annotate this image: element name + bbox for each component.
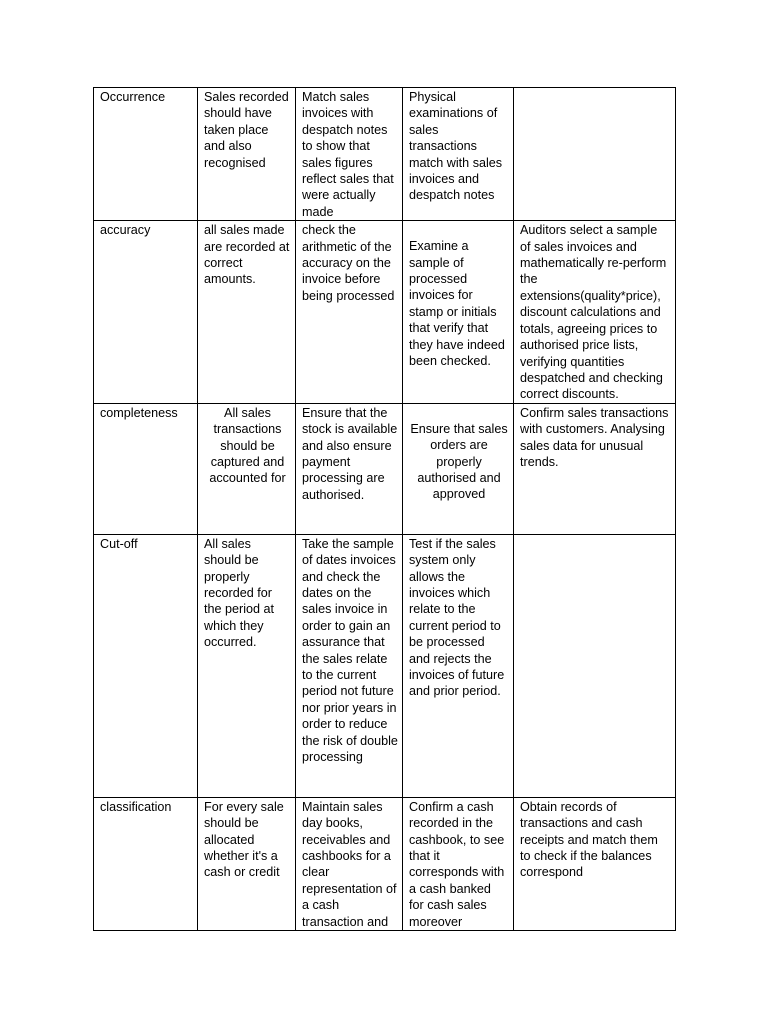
test-of-control-cell [403, 534, 514, 797]
substantive-cell [514, 88, 676, 221]
substantive-cell [514, 403, 676, 534]
assertion-label: accuracy [100, 223, 151, 238]
control-cell [296, 797, 403, 930]
objective-cell [198, 221, 296, 403]
assertion-label: classification [100, 799, 172, 814]
control-cell [296, 221, 403, 403]
objective-text: All sales transactions should be captured and accounted for [209, 405, 286, 486]
table-row-classification [94, 797, 676, 930]
substantive-cell [514, 534, 676, 797]
objective-text: All sales should be properly recorded for the period at which they occurred. [204, 536, 275, 650]
test-of-control-text: Examine a sample of processed invoices for stamp or initials that verify that they have indeed been checked. [409, 239, 505, 369]
assertion-cell [94, 403, 198, 534]
substantive-text: Confirm sales transactions with customers. Analysing sales data for unusual trends. [520, 405, 669, 469]
table-row-completeness [94, 403, 676, 534]
assertion-cell [94, 534, 198, 797]
objective-text: all sales made are recorded at correct amounts. [204, 223, 290, 287]
test-of-control-text: Ensure that sales orders are properly authorised and approved [410, 421, 508, 502]
control-text: Take the sample of dates invoices and check the dates on the sales invoice in order to gain an assurance that the sales relate to the current period not future nor prior years in order to reduce the risk of double processing [302, 536, 398, 764]
control-cell [296, 403, 403, 534]
test-of-control-cell [403, 88, 514, 221]
test-of-control-text: Confirm a cash recorded in the cashbook, to see that it corresponds with a cash banked for cash sales moreover [409, 799, 505, 929]
audit-assertions-table [93, 87, 676, 931]
assertion-label: Cut-off [100, 536, 138, 551]
control-text: check the arithmetic of the accuracy on the invoice before being processed [302, 223, 395, 303]
table-row-cut-off [94, 534, 676, 797]
test-of-control-text: Physical examinations of sales transactions match with sales invoices and despatch notes [409, 90, 503, 203]
test-of-control-text: Test if the sales system only allows the invoices which relate to the current period to be processed and rejects the invoices of future and prior period. [409, 536, 505, 699]
test-of-control-cell [403, 797, 514, 930]
objective-cell [198, 88, 296, 221]
objective-text: For every sale should be allocated whether it's a cash or credit [204, 799, 284, 880]
objective-cell [198, 403, 296, 534]
assertion-cell [94, 221, 198, 403]
assertion-cell [94, 797, 198, 930]
substantive-text: Auditors select a sample of sales invoices and mathematically re-perform the extensions(quality*price), discount calculations and totals, agreeing prices to authorised price lists, verifying quantities despatched and checking correct discounts. [520, 223, 667, 402]
control-text: Ensure that the stock is available and also ensure payment processing are authorised. [302, 405, 398, 502]
assertion-label: Occurrence [100, 90, 166, 104]
table-row-occurrence [94, 88, 676, 221]
table-row-accuracy [94, 221, 676, 403]
substantive-cell [514, 797, 676, 930]
control-text: Match sales invoices with despatch notes to show that sales figures reflect sales that were actually made [302, 90, 394, 219]
control-text: Maintain sales day books, receivables and cashbooks for a clear representation of a cash transaction and [302, 799, 397, 929]
substantive-cell [514, 221, 676, 403]
test-of-control-cell [403, 221, 514, 403]
assertion-cell [94, 88, 198, 221]
objective-cell [198, 534, 296, 797]
objective-text: Sales recorded should have taken place and also recognised [204, 90, 289, 170]
control-cell [296, 534, 403, 797]
objective-cell [198, 797, 296, 930]
control-cell [296, 88, 403, 221]
test-of-control-cell [403, 403, 514, 534]
assertion-label: completeness [100, 405, 178, 420]
substantive-text: Obtain records of transactions and cash receipts and match them to check if the balances correspond [520, 799, 658, 880]
